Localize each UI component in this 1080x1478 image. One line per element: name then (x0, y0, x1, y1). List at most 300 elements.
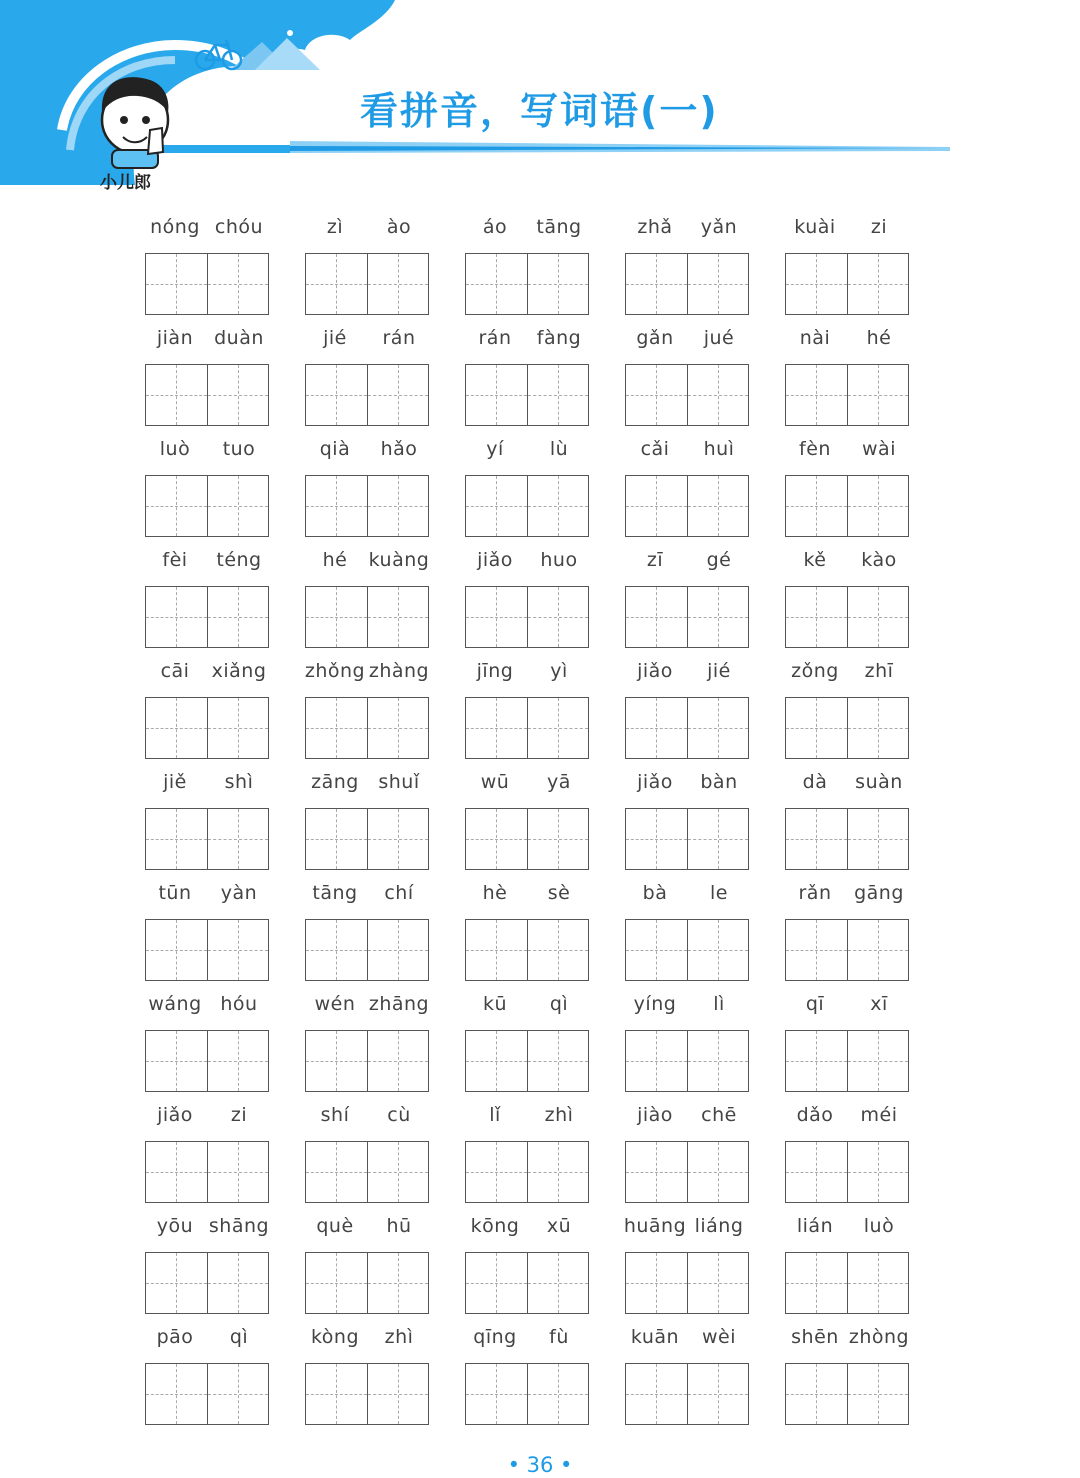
word-item (783, 768, 943, 879)
pinyin-syllable: rán (382, 327, 416, 349)
worksheet-row (143, 990, 943, 1101)
writing-box[interactable] (626, 1253, 687, 1313)
writing-box[interactable] (306, 920, 367, 980)
writing-boxes (305, 697, 429, 759)
writing-boxes (305, 1141, 429, 1203)
writing-box[interactable] (786, 365, 847, 425)
writing-box[interactable] (367, 254, 429, 314)
word-item (143, 768, 303, 879)
pinyin-syllable: kuàng (368, 549, 430, 571)
writing-box[interactable] (687, 254, 749, 314)
pinyin-label (143, 993, 271, 1015)
writing-boxes (625, 1252, 749, 1314)
pinyin-syllable: luò (863, 1215, 895, 1237)
word-item (623, 324, 783, 435)
writing-box[interactable] (306, 809, 367, 869)
writing-box[interactable] (687, 587, 749, 647)
pinyin-label (783, 1326, 911, 1348)
writing-boxes (305, 1363, 429, 1425)
writing-box[interactable] (146, 1253, 207, 1313)
word-item (303, 213, 463, 324)
writing-box[interactable] (367, 1031, 429, 1091)
writing-boxes (145, 253, 269, 315)
pinyin-label (783, 660, 911, 682)
pinyin-label (303, 1326, 431, 1348)
writing-box[interactable] (367, 1253, 429, 1313)
writing-box[interactable] (367, 1142, 429, 1202)
pinyin-syllable: wū (480, 771, 510, 793)
writing-boxes (465, 919, 589, 981)
writing-box[interactable] (207, 365, 269, 425)
writing-box[interactable] (306, 1142, 367, 1202)
pinyin-label (623, 660, 751, 682)
writing-boxes (145, 364, 269, 426)
writing-box[interactable] (527, 920, 589, 980)
pinyin-syllable: yí (486, 438, 504, 460)
pinyin-syllable: zhī (864, 660, 894, 682)
pinyin-label (623, 1215, 751, 1237)
writing-box[interactable] (786, 1031, 847, 1091)
pinyin-label (303, 216, 431, 238)
writing-box[interactable] (626, 476, 687, 536)
writing-box[interactable] (207, 1031, 269, 1091)
word-item (143, 1212, 303, 1323)
writing-box[interactable] (847, 1142, 909, 1202)
writing-boxes (145, 697, 269, 759)
writing-boxes (465, 1252, 589, 1314)
writing-box[interactable] (847, 254, 909, 314)
writing-box[interactable] (367, 476, 429, 536)
writing-box[interactable] (786, 587, 847, 647)
writing-box[interactable] (626, 1364, 687, 1424)
pinyin-syllable: tuo (222, 438, 256, 460)
pinyin-syllable: nài (799, 327, 831, 349)
word-item (623, 768, 783, 879)
pinyin-syllable: jué (703, 327, 735, 349)
pinyin-syllable: hè (482, 882, 508, 904)
pinyin-syllable: hé (866, 327, 892, 349)
pinyin-syllable: kōng (470, 1215, 520, 1237)
writing-box[interactable] (306, 1031, 367, 1091)
pinyin-syllable: xū (546, 1215, 572, 1237)
pinyin-syllable: jiǎo (477, 549, 513, 571)
page-number: • 36 • (507, 1453, 573, 1477)
writing-box[interactable] (466, 1364, 527, 1424)
writing-box[interactable] (687, 1253, 749, 1313)
word-item (463, 990, 623, 1101)
writing-boxes (785, 586, 909, 648)
pinyin-syllable: zi (230, 1104, 248, 1126)
page-header (0, 0, 1080, 200)
writing-boxes (305, 1030, 429, 1092)
word-item (783, 1101, 943, 1212)
writing-box[interactable] (786, 920, 847, 980)
writing-box[interactable] (786, 254, 847, 314)
pinyin-syllable: chóu (214, 216, 264, 238)
writing-box[interactable] (207, 920, 269, 980)
writing-boxes (305, 1252, 429, 1314)
pinyin-syllable: zhǒng (304, 660, 366, 682)
pinyin-syllable: yì (550, 660, 568, 682)
word-item (143, 435, 303, 546)
writing-boxes (145, 1141, 269, 1203)
writing-box[interactable] (687, 476, 749, 536)
writing-box[interactable] (786, 1253, 847, 1313)
writing-box[interactable] (786, 1142, 847, 1202)
writing-box[interactable] (306, 587, 367, 647)
writing-box[interactable] (687, 1364, 749, 1424)
word-item (303, 1323, 463, 1434)
worksheet-row (143, 1212, 943, 1323)
pinyin-syllable: xī (870, 993, 888, 1015)
pinyin-label (463, 660, 591, 682)
writing-box[interactable] (626, 587, 687, 647)
pinyin-syllable: jié (707, 660, 731, 682)
writing-box[interactable] (367, 587, 429, 647)
pinyin-syllable: huāng (623, 1215, 687, 1237)
word-item (143, 1323, 303, 1434)
writing-box[interactable] (466, 809, 527, 869)
writing-boxes (625, 1141, 749, 1203)
writing-boxes (305, 808, 429, 870)
writing-box[interactable] (527, 1253, 589, 1313)
writing-box[interactable] (847, 365, 909, 425)
writing-box[interactable] (146, 587, 207, 647)
pinyin-syllable: jiǎo (637, 660, 673, 682)
pinyin-syllable: zhòng (848, 1326, 910, 1348)
pinyin-syllable: huo (540, 549, 578, 571)
pinyin-syllable: jiǎo (157, 1104, 193, 1126)
writing-boxes (625, 364, 749, 426)
writing-box[interactable] (146, 809, 207, 869)
word-item (783, 990, 943, 1101)
writing-boxes (305, 586, 429, 648)
writing-box[interactable] (786, 1364, 847, 1424)
pinyin-label (143, 660, 271, 682)
writing-box[interactable] (847, 920, 909, 980)
writing-box[interactable] (527, 809, 589, 869)
writing-box[interactable] (207, 476, 269, 536)
pinyin-label (303, 771, 431, 793)
pinyin-label (783, 993, 911, 1015)
pinyin-syllable: jiào (637, 1104, 673, 1126)
pinyin-label (783, 882, 911, 904)
writing-box[interactable] (306, 254, 367, 314)
pinyin-label (143, 1326, 271, 1348)
writing-box[interactable] (527, 587, 589, 647)
pinyin-label (783, 1104, 911, 1126)
pinyin-label (623, 1104, 751, 1126)
word-item (303, 546, 463, 657)
pinyin-syllable: méi (860, 1104, 898, 1126)
writing-box[interactable] (207, 698, 269, 758)
pinyin-syllable: cǎi (640, 438, 670, 460)
writing-box[interactable] (687, 1031, 749, 1091)
pinyin-syllable: kū (482, 993, 508, 1015)
pinyin-label (303, 993, 431, 1015)
writing-box[interactable] (207, 1253, 269, 1313)
writing-boxes (465, 1363, 589, 1425)
pinyin-syllable: rán (478, 327, 512, 349)
writing-boxes (305, 919, 429, 981)
word-item (783, 435, 943, 546)
writing-boxes (145, 586, 269, 648)
writing-box[interactable] (847, 476, 909, 536)
pinyin-syllable: qīng (473, 1326, 517, 1348)
worksheet-row (143, 1101, 943, 1212)
writing-box[interactable] (146, 365, 207, 425)
writing-box[interactable] (466, 587, 527, 647)
pinyin-syllable: wáng (148, 993, 202, 1015)
writing-box[interactable] (527, 1031, 589, 1091)
pinyin-syllable: qì (229, 1326, 249, 1348)
pinyin-label (463, 1326, 591, 1348)
writing-box[interactable] (626, 365, 687, 425)
word-item (783, 1212, 943, 1323)
pinyin-label (463, 1215, 591, 1237)
writing-box[interactable] (527, 476, 589, 536)
word-item (143, 213, 303, 324)
word-item (783, 1323, 943, 1434)
word-item (623, 1212, 783, 1323)
pinyin-syllable: duàn (214, 327, 264, 349)
word-item (303, 435, 463, 546)
worksheet-row (143, 879, 943, 990)
pinyin-label (303, 549, 431, 571)
writing-box[interactable] (207, 1364, 269, 1424)
writing-boxes (625, 1030, 749, 1092)
writing-box[interactable] (367, 920, 429, 980)
writing-box[interactable] (626, 254, 687, 314)
writing-box[interactable] (466, 254, 527, 314)
pinyin-label (303, 1215, 431, 1237)
writing-box[interactable] (466, 698, 527, 758)
word-item (303, 879, 463, 990)
writing-box[interactable] (527, 698, 589, 758)
pinyin-syllable: cù (387, 1104, 411, 1126)
pinyin-syllable: lǐ (489, 1104, 501, 1126)
pinyin-label (623, 327, 751, 349)
word-item (303, 1101, 463, 1212)
worksheet-grid (143, 213, 943, 1434)
pinyin-label (463, 216, 591, 238)
writing-box[interactable] (626, 809, 687, 869)
writing-box[interactable] (146, 1142, 207, 1202)
writing-boxes (305, 253, 429, 315)
writing-boxes (465, 364, 589, 426)
pinyin-syllable: suàn (855, 771, 903, 793)
pinyin-syllable: zhǎ (637, 216, 673, 238)
word-item (303, 1212, 463, 1323)
writing-box[interactable] (146, 254, 207, 314)
writing-box[interactable] (367, 698, 429, 758)
word-item (143, 879, 303, 990)
pinyin-syllable: zhàng (368, 660, 430, 682)
writing-box[interactable] (146, 476, 207, 536)
worksheet-row (143, 768, 943, 879)
pinyin-syllable: yàn (220, 882, 258, 904)
pinyin-syllable: fàng (536, 327, 582, 349)
pinyin-syllable: zhāng (368, 993, 430, 1015)
writing-box[interactable] (687, 920, 749, 980)
pinyin-label (623, 549, 751, 571)
writing-box[interactable] (466, 1031, 527, 1091)
pinyin-syllable: gǎn (636, 327, 674, 349)
word-item (143, 324, 303, 435)
pinyin-syllable: lián (796, 1215, 834, 1237)
pinyin-syllable: rǎn (798, 882, 832, 904)
writing-box[interactable] (207, 1142, 269, 1202)
pinyin-syllable: kuài (794, 216, 836, 238)
pinyin-label (143, 549, 271, 571)
writing-boxes (785, 364, 909, 426)
pinyin-label (623, 438, 751, 460)
word-item (143, 657, 303, 768)
writing-box[interactable] (367, 1364, 429, 1424)
pinyin-syllable: shēn (791, 1326, 839, 1348)
writing-box[interactable] (146, 1364, 207, 1424)
writing-box[interactable] (367, 365, 429, 425)
writing-box[interactable] (786, 698, 847, 758)
writing-box[interactable] (306, 1253, 367, 1313)
pinyin-label (143, 1215, 271, 1237)
pinyin-syllable: nóng (150, 216, 200, 238)
writing-boxes (625, 253, 749, 315)
writing-box[interactable] (466, 476, 527, 536)
writing-box[interactable] (687, 698, 749, 758)
writing-box[interactable] (847, 1031, 909, 1091)
writing-box[interactable] (626, 1031, 687, 1091)
writing-box[interactable] (527, 1364, 589, 1424)
pinyin-syllable: lù (549, 438, 569, 460)
writing-box[interactable] (466, 920, 527, 980)
writing-boxes (305, 364, 429, 426)
pinyin-label (623, 216, 751, 238)
pinyin-syllable: cāi (160, 660, 190, 682)
worksheet-row (143, 435, 943, 546)
word-item (623, 657, 783, 768)
pinyin-syllable: hóu (220, 993, 258, 1015)
writing-box[interactable] (146, 920, 207, 980)
word-item (463, 768, 623, 879)
writing-box[interactable] (207, 587, 269, 647)
pinyin-syllable: qià (319, 438, 351, 460)
writing-box[interactable] (306, 365, 367, 425)
writing-box[interactable] (527, 254, 589, 314)
word-item (783, 879, 943, 990)
writing-box[interactable] (847, 1364, 909, 1424)
pinyin-syllable: ào (386, 216, 412, 238)
writing-boxes (785, 1141, 909, 1203)
word-item (783, 324, 943, 435)
pinyin-syllable: dà (802, 771, 828, 793)
writing-box[interactable] (626, 920, 687, 980)
pinyin-syllable: hǎo (380, 438, 418, 460)
pinyin-syllable: kuān (630, 1326, 680, 1348)
writing-boxes (785, 1252, 909, 1314)
pinyin-syllable: zhì (544, 1104, 574, 1126)
writing-box[interactable] (306, 698, 367, 758)
pinyin-syllable: zi (870, 216, 888, 238)
pinyin-label (463, 438, 591, 460)
writing-box[interactable] (847, 809, 909, 869)
pinyin-label (143, 438, 271, 460)
worksheet-row (143, 213, 943, 324)
pinyin-syllable: liáng (694, 1215, 744, 1237)
writing-boxes (785, 1030, 909, 1092)
pinyin-syllable: áo (482, 216, 508, 238)
word-item (623, 435, 783, 546)
writing-box[interactable] (687, 1142, 749, 1202)
pinyin-syllable: yíng (633, 993, 677, 1015)
writing-box[interactable] (466, 1253, 527, 1313)
pinyin-syllable: qì (549, 993, 569, 1015)
word-item (303, 324, 463, 435)
writing-box[interactable] (466, 365, 527, 425)
writing-box[interactable] (207, 254, 269, 314)
writing-box[interactable] (687, 365, 749, 425)
worksheet-row (143, 324, 943, 435)
writing-box[interactable] (687, 809, 749, 869)
word-item (783, 213, 943, 324)
writing-box[interactable] (207, 809, 269, 869)
writing-box[interactable] (146, 698, 207, 758)
writing-boxes (145, 1363, 269, 1425)
pinyin-syllable: shì (224, 771, 254, 793)
writing-boxes (145, 475, 269, 537)
writing-box[interactable] (626, 698, 687, 758)
pinyin-label (783, 327, 911, 349)
pinyin-syllable: jiě (163, 771, 187, 793)
writing-box[interactable] (527, 1142, 589, 1202)
writing-box[interactable] (847, 698, 909, 758)
pinyin-label (463, 549, 591, 571)
pinyin-syllable: shāng (208, 1215, 270, 1237)
word-item (463, 1323, 623, 1434)
writing-box[interactable] (847, 587, 909, 647)
pinyin-label (463, 993, 591, 1015)
writing-boxes (465, 1030, 589, 1092)
page-title: 看拼音，写词语(一) (360, 89, 719, 133)
writing-box[interactable] (306, 476, 367, 536)
writing-boxes (145, 808, 269, 870)
word-item (623, 1323, 783, 1434)
pinyin-syllable: chí (384, 882, 414, 904)
writing-box[interactable] (786, 809, 847, 869)
worksheet-row (143, 657, 943, 768)
writing-boxes (625, 586, 749, 648)
writing-box[interactable] (146, 1031, 207, 1091)
writing-boxes (625, 808, 749, 870)
word-item (143, 546, 303, 657)
writing-box[interactable] (847, 1253, 909, 1313)
word-item (463, 213, 623, 324)
writing-boxes (465, 475, 589, 537)
writing-box[interactable] (466, 1142, 527, 1202)
pinyin-label (783, 549, 911, 571)
pinyin-label (463, 1104, 591, 1126)
writing-boxes (785, 919, 909, 981)
pinyin-syllable: chē (701, 1104, 737, 1126)
writing-box[interactable] (306, 1364, 367, 1424)
writing-boxes (785, 808, 909, 870)
writing-box[interactable] (786, 476, 847, 536)
writing-boxes (145, 1030, 269, 1092)
writing-box[interactable] (527, 365, 589, 425)
writing-box[interactable] (367, 809, 429, 869)
pinyin-syllable: lì (713, 993, 725, 1015)
writing-box[interactable] (626, 1142, 687, 1202)
